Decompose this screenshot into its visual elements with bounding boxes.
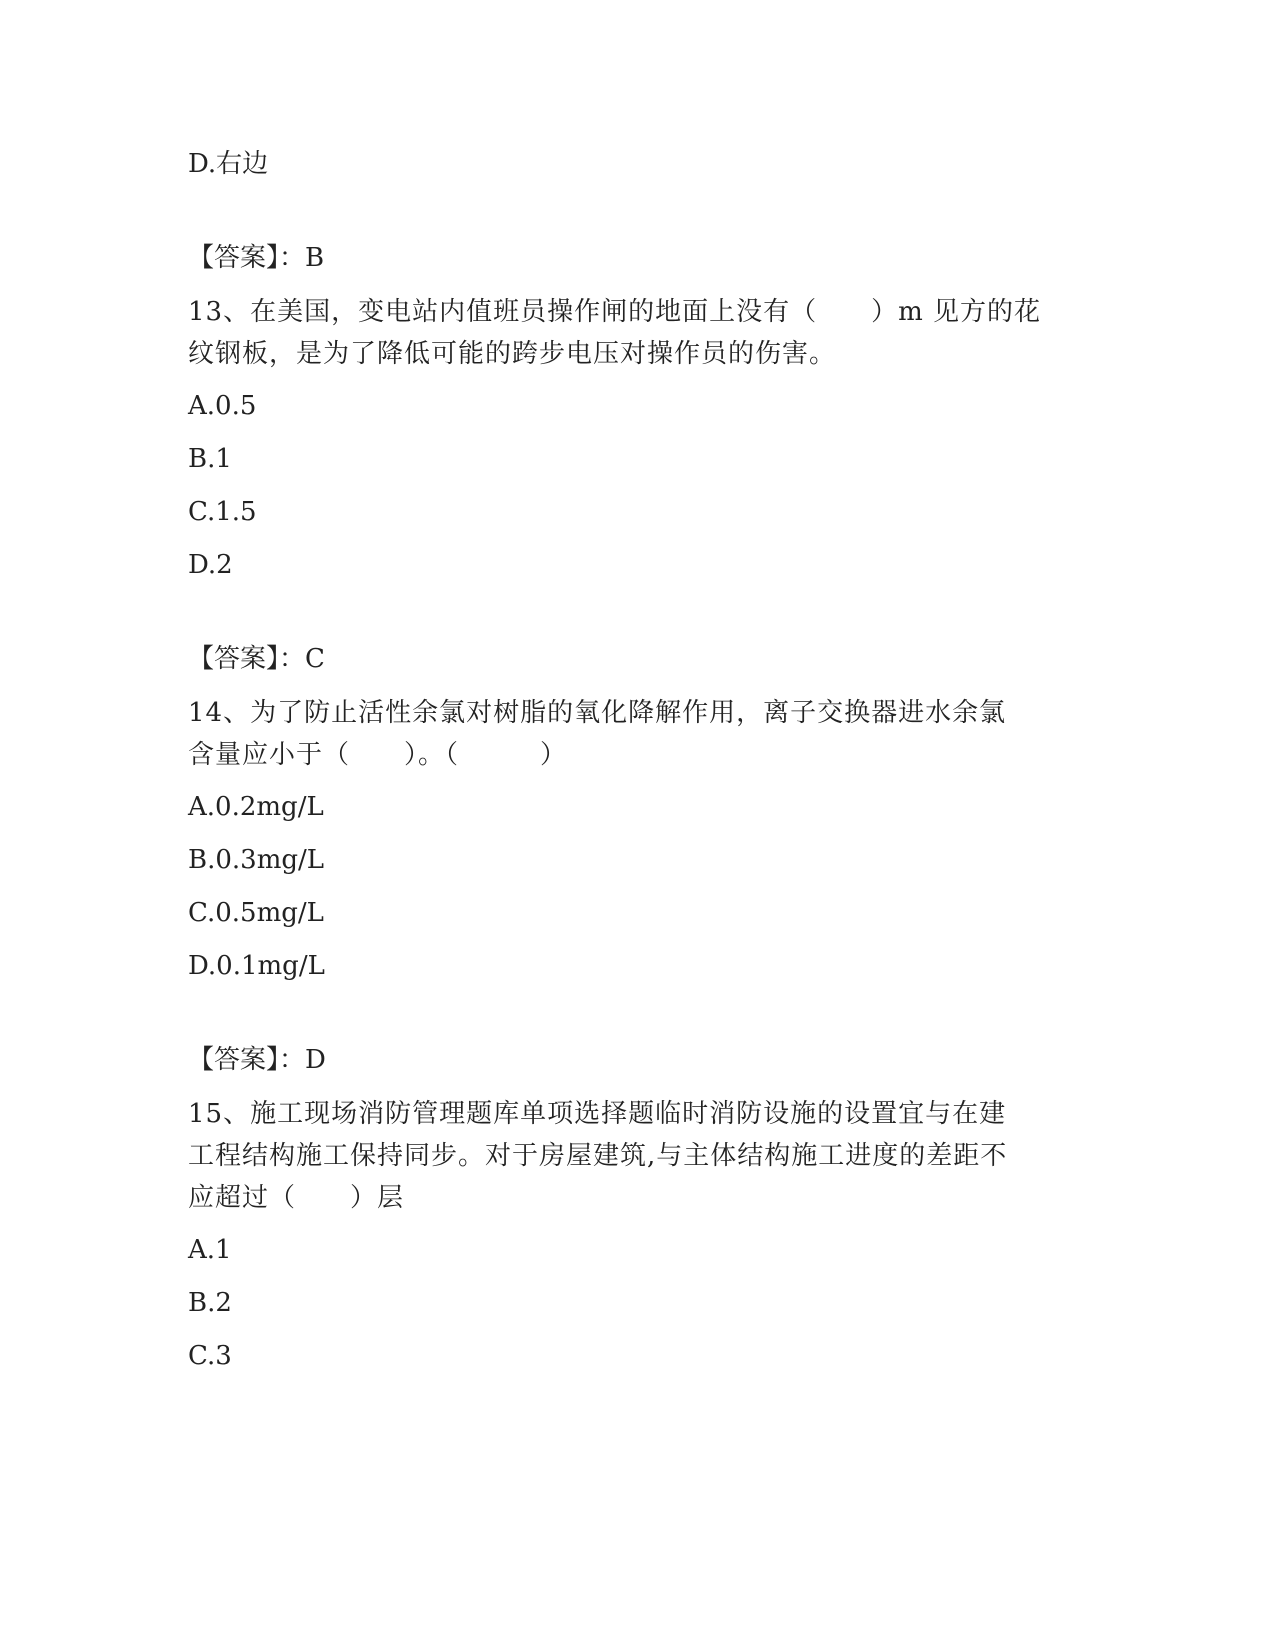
option-d: D.2 [188, 550, 233, 580]
question-14-text: 14、为了防止活性余氯对树脂的氧化降解作用，离子交换器进水余氯 [188, 698, 1007, 728]
option-b: B.1 [188, 444, 232, 474]
option-a: A.0.5 [188, 391, 257, 421]
question-15-text: 15、施工现场消防管理题库单项选择题临时消防设施的设置宜与在建 [188, 1099, 1007, 1129]
option-b: B.0.3mg/L [188, 845, 325, 875]
answer: 【答案】：D [188, 1045, 326, 1075]
answer: 【答案】：B [188, 243, 325, 273]
question-13-text: 13、在美国，变电站内值班员操作闸的地面上没有（ ）m 见方的花 [188, 297, 1042, 327]
option-b: B.2 [188, 1288, 232, 1318]
question-13-text-cont: 纹钢板，是为了降低可能的跨步电压对操作员的伤害。 [188, 339, 837, 369]
question-15-text-cont: 应超过（ ）层 [188, 1183, 405, 1213]
question-15-text-cont: 工程结构施工保持同步。对于房屋建筑,与主体结构施工进度的差距不 [188, 1141, 1008, 1171]
option-c: C.1.5 [188, 497, 257, 527]
option-a: A.1 [188, 1235, 232, 1265]
question-14-text-cont: 含量应小于（ ）。（ ） [188, 740, 568, 770]
option-d: D.0.1mg/L [188, 951, 325, 981]
option-a: A.0.2mg/L [188, 792, 324, 822]
answer: 【答案】：C [188, 644, 325, 674]
option-c: C.3 [188, 1341, 232, 1371]
option-d: D.右边 [188, 149, 269, 179]
option-c: C.0.5mg/L [188, 898, 324, 928]
